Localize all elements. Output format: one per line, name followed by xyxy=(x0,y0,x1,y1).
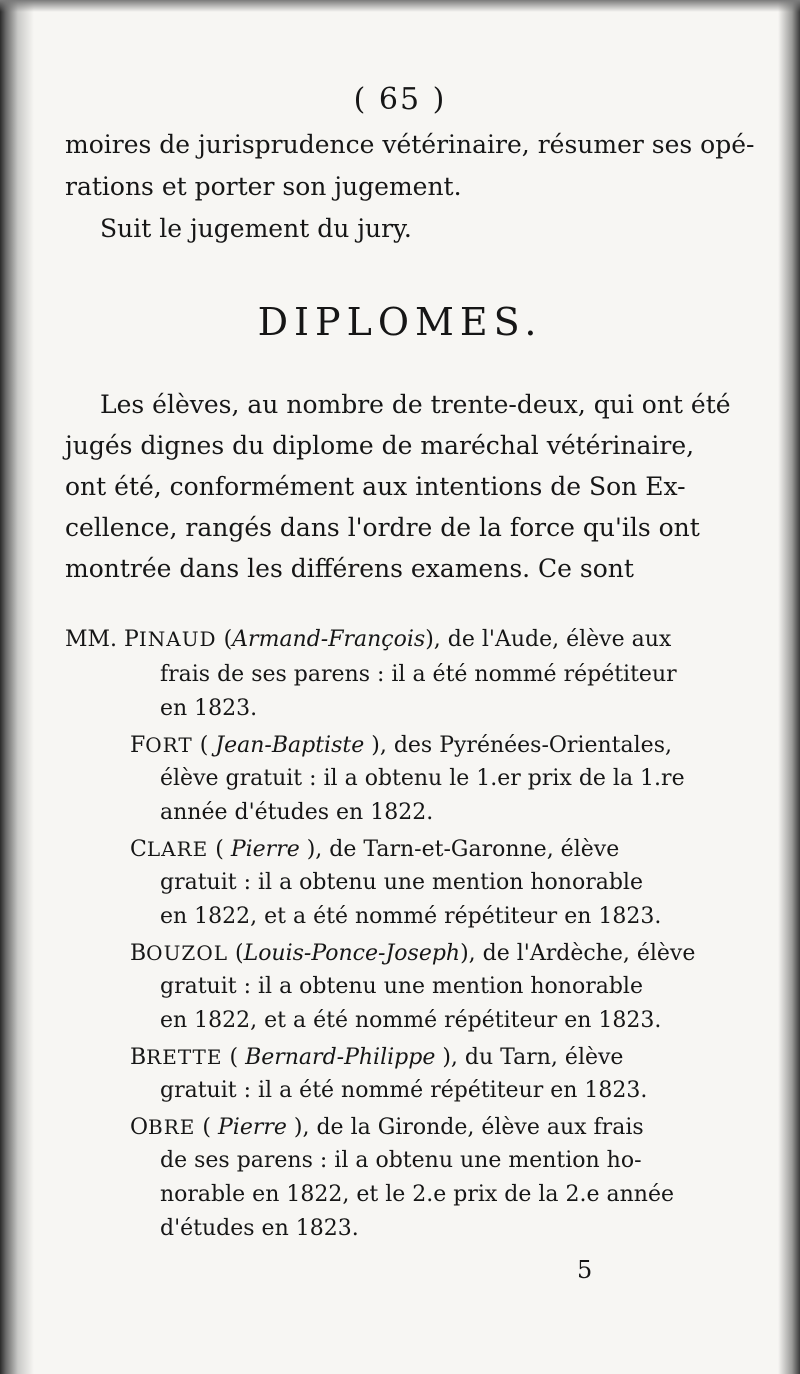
signature-mark: 5 xyxy=(577,1256,593,1284)
entry-paren-open: ( xyxy=(192,733,216,758)
entry-origin: ), de l'Aude, élève aux xyxy=(425,627,672,652)
paragraph-line-1: Les élèves, au nombre de trente-deux, qui ont été xyxy=(100,390,731,419)
entry-line: frais de ses parens : il a été nommé répétiteur xyxy=(160,662,677,687)
entry-paren-open: ( xyxy=(222,1045,246,1070)
entry-line: gratuit : il a obtenu une mention honorable xyxy=(160,870,643,895)
entry-surname-rest: RETTE xyxy=(146,1045,223,1069)
entry-surname-rest: INAUD xyxy=(138,627,217,651)
entry-given-names: Armand-François xyxy=(232,627,426,652)
entry-origin: ), du Tarn, élève xyxy=(435,1045,624,1070)
entry-line: de ses parens : il a obtenu une mention ho- xyxy=(160,1148,642,1173)
entry-given-names: Louis-Ponce-Joseph xyxy=(243,941,461,966)
entry-origin: ), des Pyrénées-Orientales, xyxy=(364,733,672,758)
scan-edge-left xyxy=(0,0,34,1374)
entry-header xyxy=(130,834,619,865)
scan-edge-right xyxy=(778,0,800,1374)
entry-surname-initial: B xyxy=(130,941,147,966)
paragraph-line-2: jugés dignes du diplome de maréchal vétérinaire, xyxy=(65,431,695,460)
paragraph-line-5: montrée dans les différens examens. Ce sont xyxy=(65,554,634,583)
entry-line: en 1823. xyxy=(160,696,258,721)
entry-given-names: Jean-Baptiste xyxy=(215,733,365,758)
entry-surname-rest: ORT xyxy=(145,733,193,757)
entry-origin: ), de l'Ardèche, élève xyxy=(460,941,696,966)
entry-line: gratuit : il a été nommé répétiteur en 1823. xyxy=(160,1078,648,1103)
page-number: ( 65 ) xyxy=(353,82,447,117)
entry-line: en 1822, et a été nommé répétiteur en 1823. xyxy=(160,904,662,929)
intro-line-2: rations et porter son jugement. xyxy=(65,172,462,201)
entry-surname-rest: BRE xyxy=(148,1115,196,1139)
entry-paren-open: ( xyxy=(216,627,233,652)
entry-paren-open: ( xyxy=(208,837,231,862)
entry-surname-initial: F xyxy=(130,733,146,758)
entry-given-names: Pierre xyxy=(217,1115,287,1140)
entry-line: élève gratuit : il a obtenu le 1.er prix de la 1.re xyxy=(160,766,685,791)
scan-edge-top xyxy=(0,0,800,12)
entry-origin: ), de la Gironde, élève aux frais xyxy=(286,1115,644,1140)
entry-surname-initial: P xyxy=(124,627,139,652)
entry-header xyxy=(130,938,695,969)
entry-surname-initial: C xyxy=(130,837,147,862)
entry-header xyxy=(130,1112,644,1143)
entry-surname-rest: OUZOL xyxy=(146,941,228,965)
paragraph-line-3: ont été, conformément aux intentions de Son Ex- xyxy=(65,472,686,501)
entry-header xyxy=(65,624,671,655)
entry-header xyxy=(130,1042,623,1073)
entry-paren-open: ( xyxy=(228,941,244,966)
entry-line: gratuit : il a obtenu une mention honorable xyxy=(160,974,643,999)
entry-prefix: MM. xyxy=(65,627,125,652)
intro-line-1: moires de jurisprudence vétérinaire, résumer ses opé- xyxy=(65,130,755,159)
entry-origin: ), de Tarn-et-Garonne, élève xyxy=(299,837,620,862)
section-heading: DIPLOMES. xyxy=(257,300,543,344)
intro-line-3: Suit le jugement du jury. xyxy=(100,214,412,243)
entry-given-names: Pierre xyxy=(230,837,300,862)
paragraph-line-4: cellence, rangés dans l'ordre de la force qu'ils ont xyxy=(65,513,700,542)
entry-surname-rest: LARE xyxy=(146,837,209,861)
entry-line: en 1822, et a été nommé répétiteur en 1823. xyxy=(160,1008,662,1033)
entry-line: d'études en 1823. xyxy=(160,1216,359,1241)
entry-surname-initial: O xyxy=(130,1115,149,1140)
entry-line: année d'études en 1822. xyxy=(160,800,434,825)
entry-header xyxy=(130,730,672,761)
entry-line: norable en 1822, et le 2.e prix de la 2.e année xyxy=(160,1182,675,1207)
entry-surname-initial: B xyxy=(130,1045,147,1070)
entry-paren-open: ( xyxy=(195,1115,218,1140)
entry-given-names: Bernard-Philippe xyxy=(245,1045,436,1070)
